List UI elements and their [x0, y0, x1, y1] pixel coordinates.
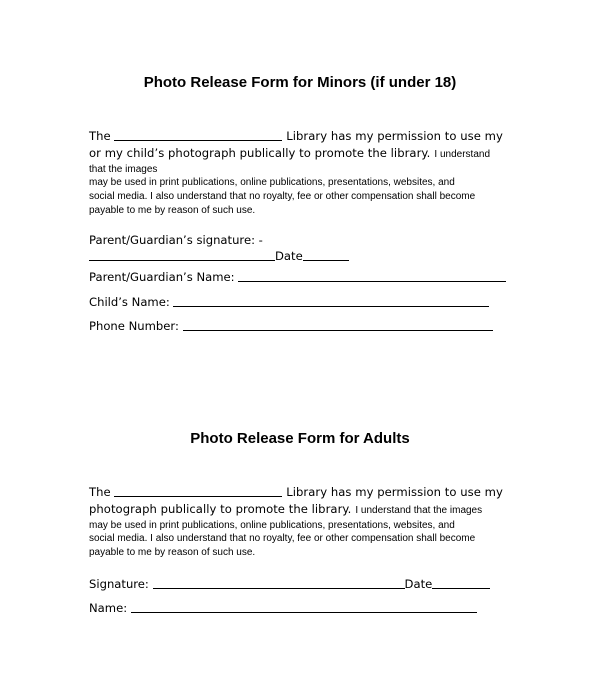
minors-form-title: Photo Release Form for Minors (if under 18)	[143, 74, 457, 91]
guardian-signature-blank[interactable]	[89, 248, 275, 261]
adult-date-blank[interactable]	[432, 576, 490, 589]
guardian-date-label: Date	[275, 249, 303, 263]
phone-number-label: Phone Number:	[89, 319, 179, 333]
minors-permission-paragraph	[89, 128, 519, 218]
minors-para-line2	[89, 144, 519, 163]
child-name-field	[89, 294, 489, 310]
adult-date-label: Date	[404, 577, 433, 591]
adult-name-blank[interactable]	[131, 600, 477, 613]
phone-number-blank[interactable]	[183, 318, 493, 331]
minors-para-line3: that the images	[89, 164, 158, 175]
adults-para-line4: social media. I also understand that no royalty, fee or other compensation shall become	[89, 533, 476, 544]
minors-para-understand-text: I understand	[434, 149, 491, 160]
adults-library-name-blank[interactable]	[114, 484, 282, 497]
minors-para-library-text: Library has my permission to use my	[286, 129, 503, 143]
adults-para-understand-text: I understand that the images	[355, 505, 483, 516]
phone-number-field	[89, 318, 493, 334]
minors-para-line1	[89, 128, 519, 144]
adults-para-photo-text: photograph publically to promote the library.	[89, 502, 352, 516]
adults-para-line3: may be used in print publications, online publications, presentations, websites, and	[89, 520, 455, 531]
minors-para-line6: payable to me by reason of such use.	[89, 205, 256, 216]
guardian-date-blank[interactable]	[303, 248, 349, 261]
adult-name-label: Name:	[89, 601, 128, 615]
minors-library-name-blank[interactable]	[114, 128, 282, 141]
guardian-signature-label: Parent/Guardian’s signature: -	[89, 233, 263, 247]
minors-para-photo-text: or my child’s photograph publically to promote the library.	[89, 146, 431, 160]
adult-signature-blank[interactable]	[153, 576, 405, 589]
adults-form-title: Photo Release Form for Adults	[190, 430, 410, 447]
guardian-name-blank[interactable]	[238, 269, 506, 282]
guardian-name-label: Parent/Guardian’s Name:	[89, 270, 235, 284]
adult-signature-label: Signature:	[89, 577, 149, 591]
child-name-label: Child’s Name:	[89, 295, 170, 309]
adult-signature-field	[89, 576, 490, 592]
adults-para-library-text: Library has my permission to use my	[286, 485, 503, 499]
adults-para-line5: payable to me by reason of such use.	[89, 547, 256, 558]
minors-para-line4: may be used in print publications, online publications, presentations, websites, and	[89, 177, 455, 188]
adults-para-the: The	[89, 485, 111, 499]
guardian-name-field	[89, 269, 506, 285]
minors-para-the: The	[89, 129, 111, 143]
child-name-blank[interactable]	[173, 294, 489, 307]
adults-para-line1	[89, 484, 519, 500]
minors-para-line5: social media. I also understand that no royalty, fee or other compensation shall become	[89, 191, 476, 202]
adults-permission-paragraph	[89, 484, 519, 560]
guardian-signature-field	[89, 232, 349, 264]
adults-para-line2	[89, 500, 519, 519]
adult-name-field	[89, 600, 477, 616]
